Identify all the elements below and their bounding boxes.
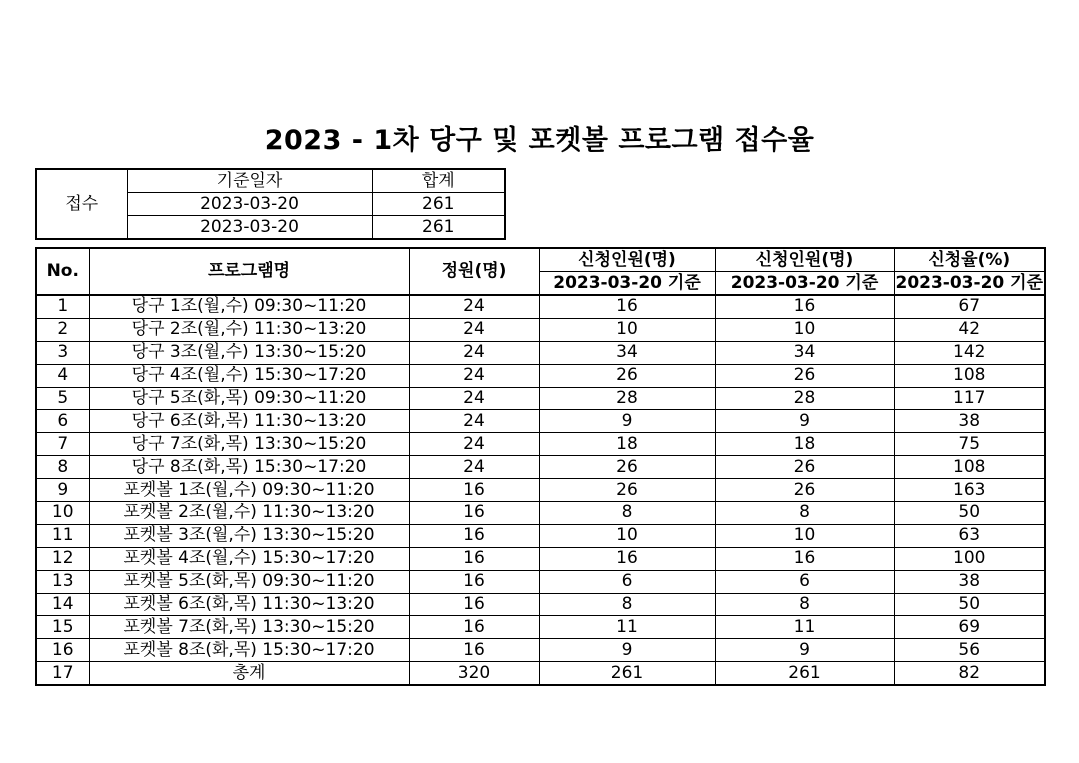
table-row [36,524,1045,547]
row-applicants-2: 8 [715,502,894,525]
row-rate: 69 [894,616,1045,639]
row-rate: 163 [894,479,1045,502]
row-capacity: 16 [409,547,539,570]
header-program: 프로그램명 [89,248,409,295]
row-rate: 82 [894,662,1045,685]
row-capacity: 24 [409,364,539,387]
row-program: 당구 7조(화,목) 13:30~15:20 [89,433,409,456]
row-applicants-1: 8 [539,502,715,525]
row-program: 포켓볼 4조(월,수) 15:30~17:20 [89,547,409,570]
row-no: 17 [36,662,89,685]
row-no: 8 [36,456,89,479]
row-no: 3 [36,341,89,364]
summary-row-label: 접수 [36,169,127,239]
row-applicants-2: 28 [715,387,894,410]
table-row [36,547,1045,570]
row-no: 5 [36,387,89,410]
row-program: 포켓볼 8조(화,목) 15:30~17:20 [89,639,409,662]
row-rate: 108 [894,364,1045,387]
row-capacity: 24 [409,433,539,456]
row-no: 6 [36,410,89,433]
row-rate: 63 [894,524,1045,547]
row-program: 포켓볼 5조(화,목) 09:30~11:20 [89,570,409,593]
table-row [36,479,1045,502]
row-rate: 50 [894,593,1045,616]
header-rate: 신청율(%) [894,248,1045,272]
row-capacity: 16 [409,593,539,616]
row-applicants-1: 6 [539,570,715,593]
row-program: 포켓볼 7조(화,목) 13:30~15:20 [89,616,409,639]
row-program: 당구 5조(화,목) 09:30~11:20 [89,387,409,410]
header-capacity: 정원(명) [409,248,539,295]
table-row [36,295,1045,318]
row-capacity: 16 [409,524,539,547]
table-row [36,364,1045,387]
header-basis-3: 2023-03-20 기준 [894,272,1045,296]
table-row [36,318,1045,341]
row-applicants-2: 10 [715,524,894,547]
row-rate: 38 [894,410,1045,433]
row-program: 포켓볼 3조(월,수) 13:30~15:20 [89,524,409,547]
table-row [36,639,1045,662]
row-rate: 117 [894,387,1045,410]
table-row [36,502,1045,525]
header-applicants-1: 신청인원(명) [539,248,715,272]
row-applicants-2: 18 [715,433,894,456]
row-rate: 75 [894,433,1045,456]
row-applicants-1: 261 [539,662,715,685]
row-program: 당구 8조(화,목) 15:30~17:20 [89,456,409,479]
row-applicants-2: 26 [715,364,894,387]
row-applicants-1: 9 [539,639,715,662]
table-row [36,662,1045,685]
row-applicants-1: 16 [539,547,715,570]
table-row [36,433,1045,456]
row-program: 당구 4조(월,수) 15:30~17:20 [89,364,409,387]
row-applicants-1: 28 [539,387,715,410]
row-capacity: 16 [409,570,539,593]
header-basis-1: 2023-03-20 기준 [539,272,715,296]
row-program: 당구 3조(월,수) 13:30~15:20 [89,341,409,364]
row-no: 16 [36,639,89,662]
row-no: 9 [36,479,89,502]
row-applicants-1: 26 [539,479,715,502]
row-applicants-2: 26 [715,456,894,479]
row-no: 7 [36,433,89,456]
row-applicants-2: 8 [715,593,894,616]
table-row [36,341,1045,364]
row-applicants-2: 11 [715,616,894,639]
header-basis-2: 2023-03-20 기준 [715,272,894,296]
row-applicants-2: 26 [715,479,894,502]
table-row [36,616,1045,639]
row-capacity: 320 [409,662,539,685]
row-rate: 67 [894,295,1045,318]
row-capacity: 24 [409,387,539,410]
row-program: 총계 [89,662,409,685]
row-rate: 42 [894,318,1045,341]
row-rate: 142 [894,341,1045,364]
summary-table [35,168,506,240]
row-no: 10 [36,502,89,525]
row-applicants-2: 9 [715,639,894,662]
row-no: 2 [36,318,89,341]
row-applicants-1: 16 [539,295,715,318]
header-row [36,248,1045,272]
row-capacity: 24 [409,410,539,433]
table-row [36,456,1045,479]
row-applicants-1: 11 [539,616,715,639]
row-program: 포켓볼 6조(화,목) 11:30~13:20 [89,593,409,616]
row-applicants-1: 10 [539,524,715,547]
summary-date: 2023-03-20 [127,216,372,240]
table-row [36,387,1045,410]
row-applicants-2: 9 [715,410,894,433]
row-no: 4 [36,364,89,387]
summary-date: 2023-03-20 [127,193,372,216]
row-applicants-2: 16 [715,547,894,570]
row-applicants-2: 34 [715,341,894,364]
row-capacity: 16 [409,502,539,525]
row-capacity: 16 [409,479,539,502]
row-rate: 38 [894,570,1045,593]
row-capacity: 24 [409,341,539,364]
row-capacity: 24 [409,456,539,479]
row-applicants-1: 9 [539,410,715,433]
row-rate: 56 [894,639,1045,662]
row-rate: 108 [894,456,1045,479]
row-no: 12 [36,547,89,570]
row-capacity: 24 [409,318,539,341]
header-applicants-2: 신청인원(명) [715,248,894,272]
summary-col-date: 기준일자 [127,169,372,193]
row-capacity: 16 [409,639,539,662]
row-applicants-2: 261 [715,662,894,685]
table-row [36,570,1045,593]
header-no: No. [36,248,89,295]
row-no: 13 [36,570,89,593]
row-applicants-2: 16 [715,295,894,318]
row-capacity: 16 [409,616,539,639]
table-row [36,593,1045,616]
row-program: 포켓볼 2조(월,수) 11:30~13:20 [89,502,409,525]
row-rate: 50 [894,502,1045,525]
row-applicants-2: 10 [715,318,894,341]
row-program: 당구 6조(화,목) 11:30~13:20 [89,410,409,433]
enrollment-table [35,247,1046,686]
row-applicants-1: 18 [539,433,715,456]
summary-col-total: 합계 [372,169,505,193]
summary-header-row [36,169,505,193]
row-program: 당구 2조(월,수) 11:30~13:20 [89,318,409,341]
page-title: 2023 - 1차 당구 및 포켓볼 프로그램 접수율 [264,125,815,156]
summary-total: 261 [372,216,505,240]
summary-total: 261 [372,193,505,216]
row-program: 포켓볼 1조(월,수) 09:30~11:20 [89,479,409,502]
row-no: 15 [36,616,89,639]
row-rate: 100 [894,547,1045,570]
row-program: 당구 1조(월,수) 09:30~11:20 [89,295,409,318]
row-applicants-1: 8 [539,593,715,616]
row-capacity: 24 [409,295,539,318]
row-no: 14 [36,593,89,616]
row-no: 1 [36,295,89,318]
row-applicants-1: 10 [539,318,715,341]
row-applicants-2: 6 [715,570,894,593]
table-row [36,410,1045,433]
row-no: 11 [36,524,89,547]
row-applicants-1: 26 [539,456,715,479]
row-applicants-1: 34 [539,341,715,364]
row-applicants-1: 26 [539,364,715,387]
